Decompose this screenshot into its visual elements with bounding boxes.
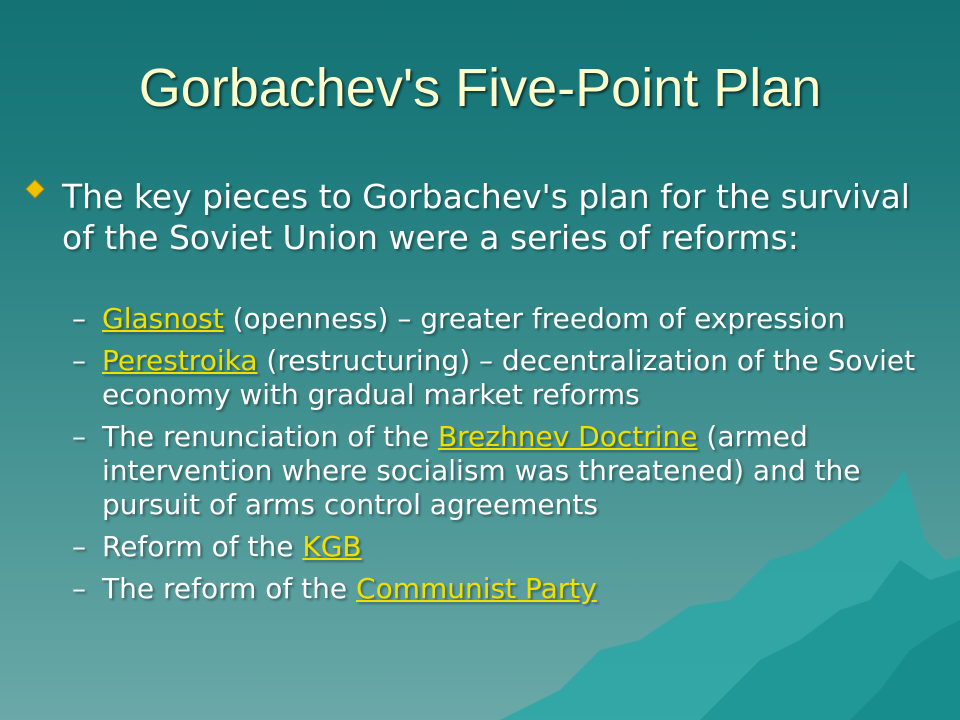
- sub-dash: –: [72, 572, 86, 605]
- sub-item-pre: The renunciation of the: [102, 420, 438, 453]
- sub-item-glasnost: [72, 302, 942, 336]
- main-bullet-text: The key pieces to Gorbachev's plan for the survival of the Soviet Union were a series of reforms:: [62, 177, 910, 257]
- sub-item-pre: The reform of the: [102, 572, 357, 605]
- kgb-link[interactable]: KGB: [302, 530, 362, 563]
- brezhnev-doctrine-link[interactable]: Brezhnev Doctrine: [437, 420, 698, 453]
- diamond-bullet-icon: [24, 178, 46, 200]
- perestroika-link[interactable]: Perestroika: [102, 344, 258, 377]
- glasnost-link[interactable]: Glasnost: [102, 302, 224, 335]
- sub-item-pre: Reform of the: [102, 530, 303, 563]
- sub-dash: –: [72, 420, 86, 453]
- sub-item-perestroika: [72, 344, 942, 412]
- main-bullet: [24, 176, 936, 258]
- communist-party-link[interactable]: Communist Party: [356, 572, 597, 605]
- sub-dash: –: [72, 302, 86, 335]
- slide-title: Gorbachev's Five-Point Plan: [138, 58, 822, 118]
- sub-item-post: (restructuring) – decentralization of the Soviet economy with gradual market reforms: [102, 344, 916, 411]
- sub-dash: –: [72, 344, 86, 377]
- sub-item-post: (armed intervention where socialism was threatened) and the pursuit of arms control agreements: [102, 420, 861, 521]
- sub-item-post: (openness) – greater freedom of expression: [223, 302, 846, 335]
- sub-item-communist-party: [72, 572, 942, 606]
- sub-bullet-list: [72, 302, 942, 614]
- sub-item-kgb: [72, 530, 942, 564]
- sub-item-brezhnev-doctrine: [72, 420, 942, 522]
- sub-dash: –: [72, 530, 86, 563]
